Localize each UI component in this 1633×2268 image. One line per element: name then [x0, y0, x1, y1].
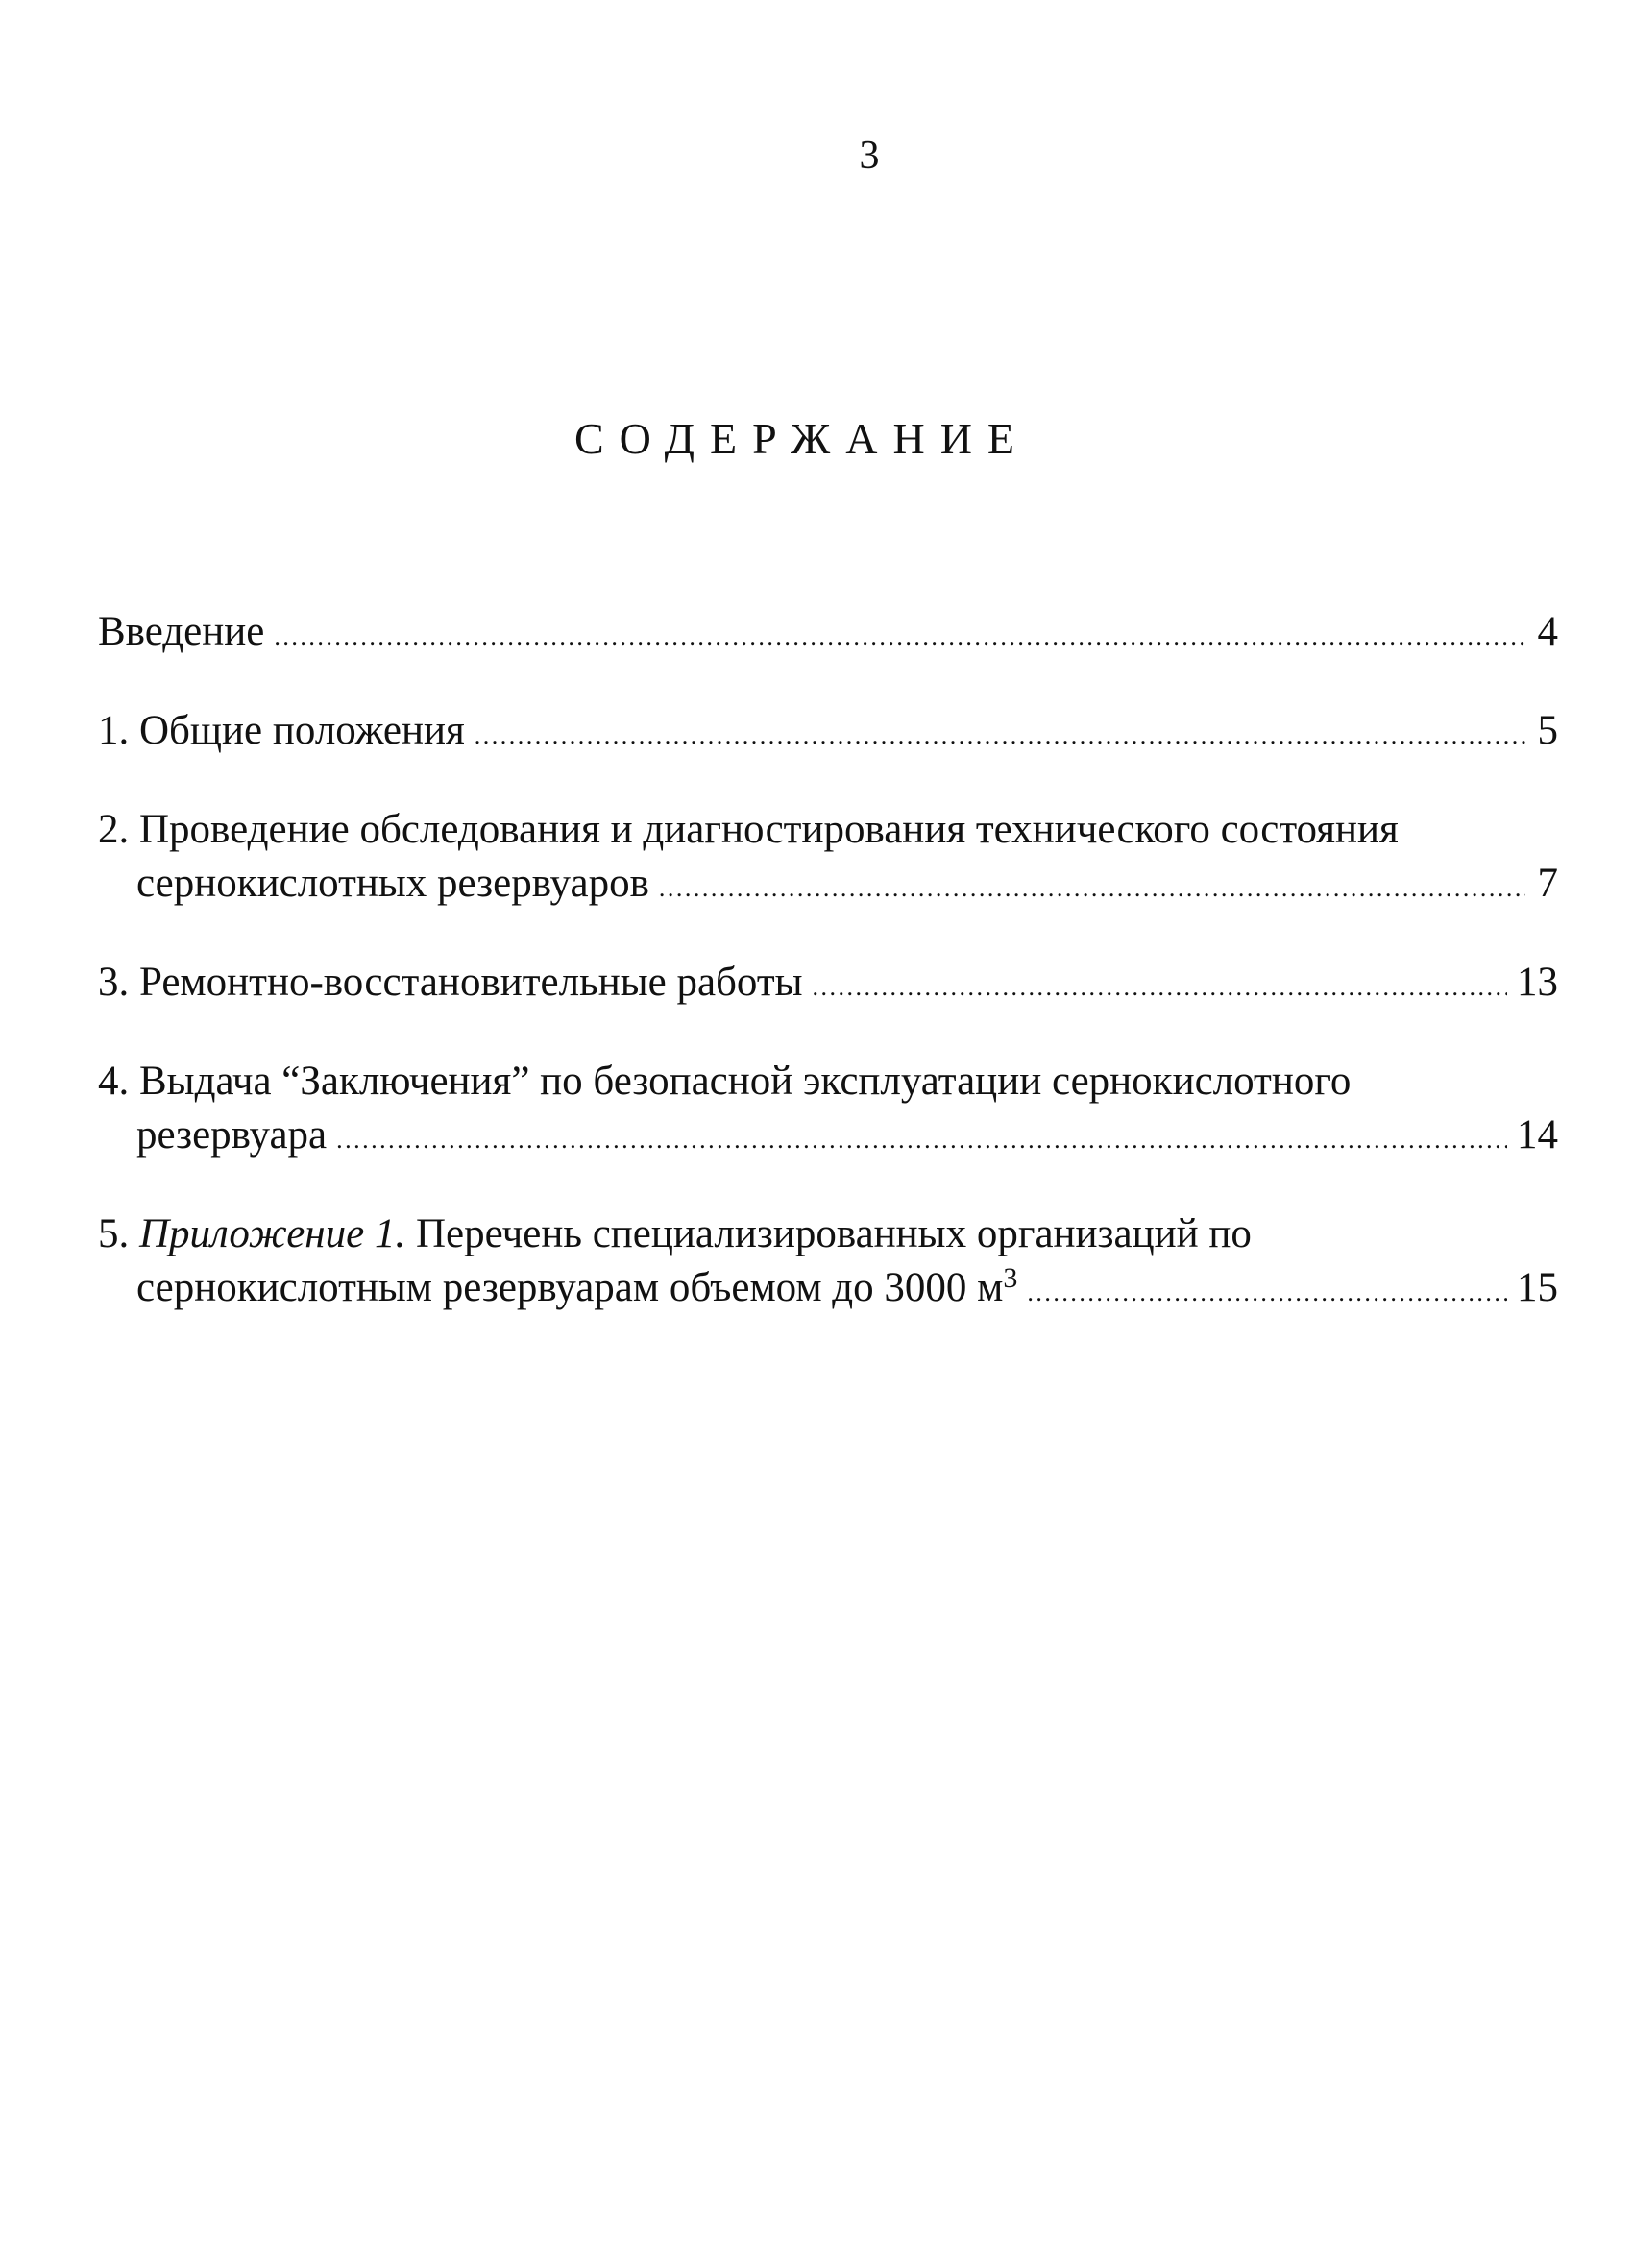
toc-entry-page: 4 [1537, 609, 1558, 654]
toc-entry-label-continued [136, 1261, 1017, 1315]
toc-entry-intro[interactable] [98, 605, 1558, 664]
toc-entry-page: 7 [1537, 861, 1558, 906]
toc-entry-5[interactable] [98, 1207, 1558, 1320]
toc-entry-2[interactable] [98, 803, 1558, 915]
dot-leader [274, 605, 1525, 664]
dot-leader [813, 956, 1507, 1014]
superscript: 3 [1003, 1262, 1018, 1294]
toc-entry-label: Выдача “Заключения” по безопасной эксплуатации сернокислотного [139, 1059, 1352, 1104]
toc-entry-page: 13 [1517, 960, 1558, 1005]
toc-entry-label: Проведение обследования и диагностирования технического состояния [139, 807, 1399, 852]
page-title: СОДЕРЖАНИЕ [573, 414, 1031, 463]
toc-entry-label-continued: резервуара [136, 1112, 328, 1158]
dot-leader [659, 857, 1525, 915]
toc-entry-number: 5. [98, 1211, 130, 1256]
toc-entry-number: 1. [98, 708, 130, 753]
toc-entry-4[interactable] [98, 1055, 1558, 1167]
toc-entry-label: Введение [98, 609, 265, 654]
toc-entry-page: 15 [1517, 1265, 1558, 1310]
toc-entry-number: 3. [98, 960, 130, 1005]
toc-entry-label: Ремонтно-восстановительные работы [139, 960, 803, 1005]
toc-entry-page: 14 [1517, 1112, 1558, 1158]
dot-leader [1027, 1261, 1507, 1320]
toc-entry-label: Перечень специализированных организаций по [415, 1211, 1252, 1256]
table-of-contents [98, 605, 1558, 1360]
toc-entry-label-continued: сернокислотных резервуаров [136, 861, 649, 906]
toc-entry-1[interactable] [98, 704, 1558, 763]
page-number: 3 [859, 134, 880, 178]
toc-entry-label-text: сернокислотным резервуарам объемом до 3000 м [136, 1265, 1004, 1310]
dot-leader [475, 704, 1525, 763]
toc-entry-3[interactable] [98, 956, 1558, 1014]
toc-entry-number: 4. [98, 1059, 130, 1104]
toc-entry-number: 2. [98, 807, 130, 852]
toc-entry-appendix-label: Приложение 1. [139, 1211, 406, 1256]
dot-leader [336, 1109, 1507, 1167]
toc-entry-page: 5 [1537, 708, 1558, 753]
toc-entry-label: Общие положения [139, 708, 465, 753]
